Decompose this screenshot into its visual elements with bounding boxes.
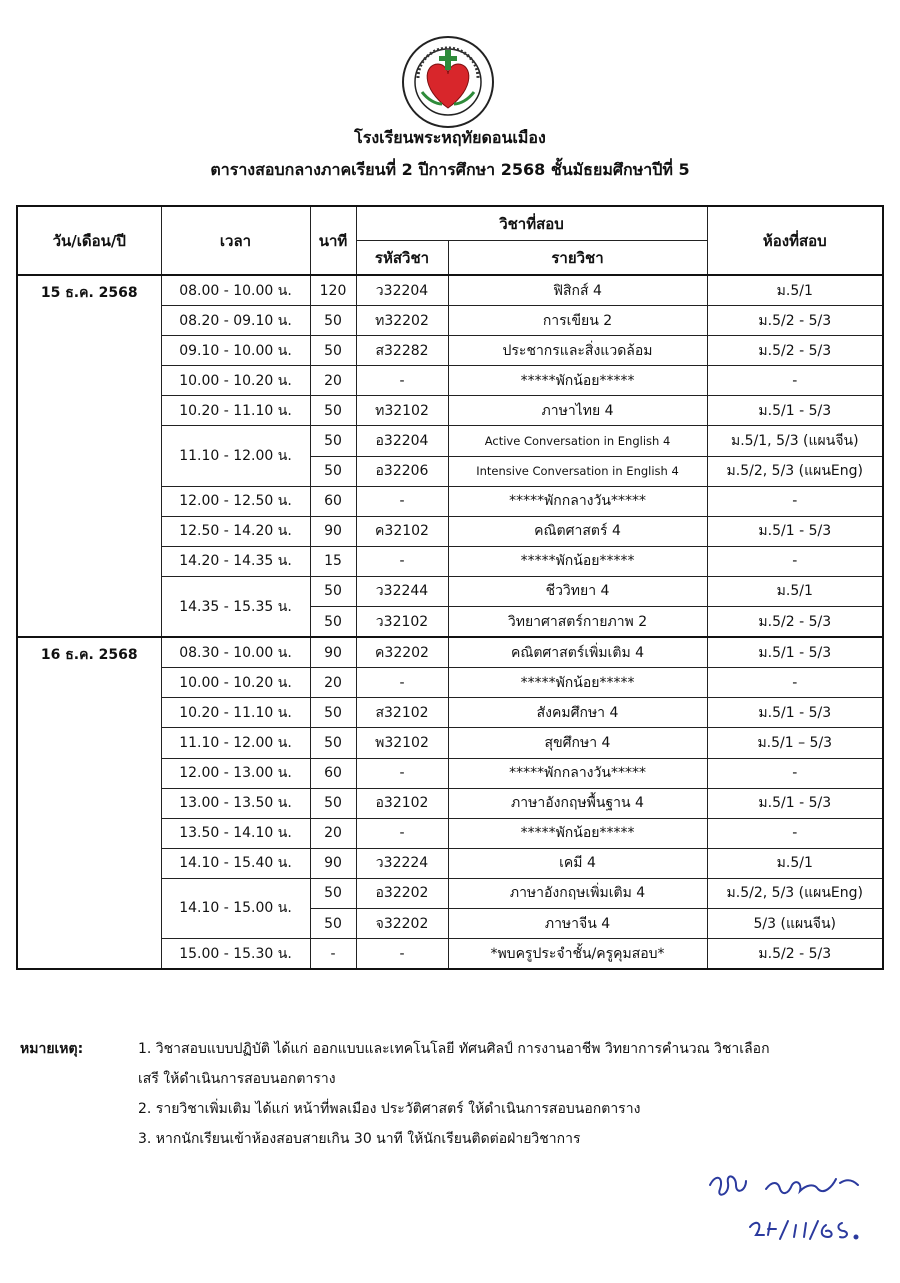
subject-code: - (356, 486, 448, 516)
exam-time: 14.35 - 15.35 น. (161, 576, 310, 637)
exam-minutes: 50 (310, 788, 356, 818)
subject-name: *พบครูประจำชั้น/ครูคุมสอบ* (448, 939, 707, 970)
exam-time: 14.20 - 14.35 น. (161, 546, 310, 576)
exam-minutes: 15 (310, 546, 356, 576)
exam-minutes: 90 (310, 516, 356, 546)
exam-room: ม.5/1 - 5/3 (707, 698, 883, 728)
header-subject-name: รายวิชา (448, 241, 707, 276)
subject-code: ว32204 (356, 275, 448, 306)
exam-room: ม.5/2 - 5/3 (707, 607, 883, 638)
subject-code: ท32202 (356, 306, 448, 336)
note-item-1: 1. วิชาสอบแบบปฏิบัติ ได้แก่ ออกแบบและเทคโนโลยี ทัศนศิลป์ การงานอาชีพ วิทยาการคำนวณ วิชาเลือก (138, 1041, 770, 1057)
subject-name: *****พักกลางวัน***** (448, 486, 707, 516)
exam-room: ม.5/1 – 5/3 (707, 728, 883, 758)
exam-minutes: 50 (310, 908, 356, 938)
exam-minutes: 20 (310, 818, 356, 848)
subject-name: Active Conversation in English 4 (448, 426, 707, 456)
header-room: ห้องที่สอบ (707, 206, 883, 275)
exam-room: ม.5/2 - 5/3 (707, 939, 883, 970)
exam-time: 14.10 - 15.00 น. (161, 878, 310, 938)
exam-minutes: 50 (310, 576, 356, 606)
exam-room: ม.5/1 - 5/3 (707, 516, 883, 546)
exam-room: ม.5/1 (707, 576, 883, 606)
subject-name: *****พักกลางวัน***** (448, 758, 707, 788)
exam-time: 12.00 - 13.00 น. (161, 758, 310, 788)
subject-code: อ32102 (356, 788, 448, 818)
handwritten-signature (706, 1165, 886, 1265)
exam-minutes: 50 (310, 728, 356, 758)
exam-schedule-table (16, 205, 884, 970)
subject-code: - (356, 818, 448, 848)
exam-room: ม.5/1 - 5/3 (707, 637, 883, 668)
exam-time: 11.10 - 12.00 น. (161, 728, 310, 758)
note-item-2: 2. รายวิชาเพิ่มเติม ได้แก่ หน้าที่พลเมือง ประวัติศาสตร์ ให้ดำเนินการสอบนอกตาราง (138, 1101, 641, 1117)
exam-room: ม.5/2, 5/3 (แผนEng) (707, 878, 883, 908)
exam-time: 14.10 - 15.40 น. (161, 848, 310, 878)
exam-time: 12.50 - 14.20 น. (161, 516, 310, 546)
exam-time: 10.00 - 10.20 น. (161, 366, 310, 396)
subject-code: ส32102 (356, 698, 448, 728)
header-subject-group: วิชาที่สอบ (356, 206, 707, 241)
exam-room: ม.5/1 (707, 275, 883, 306)
header-code: รหัสวิชา (356, 241, 448, 276)
school-logo (400, 34, 496, 130)
exam-minutes: 20 (310, 366, 356, 396)
subject-name: การเขียน 2 (448, 306, 707, 336)
notes-label: หมายเหตุ: (20, 1041, 84, 1057)
exam-minutes: 90 (310, 637, 356, 668)
exam-room: ม.5/1 - 5/3 (707, 396, 883, 426)
exam-room: ม.5/2, 5/3 (แผนEng) (707, 456, 883, 486)
exam-room: - (707, 818, 883, 848)
subject-name: *****พักน้อย***** (448, 818, 707, 848)
subject-name: ชีววิทยา 4 (448, 576, 707, 606)
subject-code: - (356, 366, 448, 396)
exam-time: 10.20 - 11.10 น. (161, 698, 310, 728)
exam-minutes: 50 (310, 306, 356, 336)
subject-name: ภาษาอังกฤษเพิ่มเติม 4 (448, 878, 707, 908)
subject-name: Intensive Conversation in English 4 (448, 456, 707, 486)
subject-name: *****พักน้อย***** (448, 668, 707, 698)
subject-code: อ32206 (356, 456, 448, 486)
note-item-3: 3. หากนักเรียนเข้าห้องสอบสายเกิน 30 นาที ให้นักเรียนติดต่อฝ่ายวิชาการ (138, 1131, 581, 1147)
subject-code: พ32102 (356, 728, 448, 758)
subject-code: - (356, 758, 448, 788)
exam-room: ม.5/1, 5/3 (แผนจีน) (707, 426, 883, 456)
exam-time: 12.00 - 12.50 น. (161, 486, 310, 516)
subject-name: เคมี 4 (448, 848, 707, 878)
exam-minutes: 50 (310, 336, 356, 366)
note-item-1-continued: เสรี ให้ดำเนินการสอบนอกตาราง (138, 1071, 336, 1087)
subject-code: - (356, 939, 448, 970)
exam-time: 13.00 - 13.50 น. (161, 788, 310, 818)
header-time: เวลา (161, 206, 310, 275)
exam-minutes: 50 (310, 396, 356, 426)
subject-name: ฟิสิกส์ 4 (448, 275, 707, 306)
subject-name: ภาษาจีน 4 (448, 908, 707, 938)
subject-name: ภาษาไทย 4 (448, 396, 707, 426)
subject-name: *****พักน้อย***** (448, 366, 707, 396)
subject-name: ประชากรและสิ่งแวดล้อม (448, 336, 707, 366)
exam-time: 10.20 - 11.10 น. (161, 396, 310, 426)
subject-code: ส32282 (356, 336, 448, 366)
subject-code: ว32244 (356, 576, 448, 606)
exam-minutes: - (310, 939, 356, 970)
exam-minutes: 120 (310, 275, 356, 306)
exam-time: 09.10 - 10.00 น. (161, 336, 310, 366)
exam-minutes: 50 (310, 698, 356, 728)
subject-code: จ32202 (356, 908, 448, 938)
exam-time: 11.10 - 12.00 น. (161, 426, 310, 486)
subject-name: คณิตศาสตร์ 4 (448, 516, 707, 546)
exam-room: - (707, 668, 883, 698)
exam-minutes: 60 (310, 486, 356, 516)
subject-name: สุขศึกษา 4 (448, 728, 707, 758)
exam-time: 08.00 - 10.00 น. (161, 275, 310, 306)
exam-room: ม.5/1 - 5/3 (707, 788, 883, 818)
exam-schedule-title: ตารางสอบกลางภาคเรียนที่ 2 ปีการศึกษา 2568 ชั้นมัธยมศึกษาปีที่ 5 (210, 160, 690, 179)
day-date: 15 ธ.ค. 2568 (17, 275, 161, 637)
school-title: โรงเรียนพระหฤทัยดอนเมือง (354, 128, 546, 147)
exam-room: 5/3 (แผนจีน) (707, 908, 883, 938)
exam-room: - (707, 546, 883, 576)
subject-name: ภาษาอังกฤษพื้นฐาน 4 (448, 788, 707, 818)
subject-code: - (356, 668, 448, 698)
exam-room: - (707, 758, 883, 788)
header-minutes: นาที (310, 206, 356, 275)
exam-minutes: 50 (310, 878, 356, 908)
subject-code: ท32102 (356, 396, 448, 426)
exam-room: - (707, 366, 883, 396)
exam-minutes: 50 (310, 426, 356, 456)
subject-name: วิทยาศาสตร์กายภาพ 2 (448, 607, 707, 638)
exam-time: 15.00 - 15.30 น. (161, 939, 310, 970)
subject-code: ว32102 (356, 607, 448, 638)
day-date: 16 ธ.ค. 2568 (17, 637, 161, 969)
subject-code: ค32102 (356, 516, 448, 546)
exam-minutes: 90 (310, 848, 356, 878)
exam-room: ม.5/2 - 5/3 (707, 336, 883, 366)
exam-minutes: 50 (310, 456, 356, 486)
exam-room: ม.5/1 (707, 848, 883, 878)
exam-time: 10.00 - 10.20 น. (161, 668, 310, 698)
subject-code: อ32202 (356, 878, 448, 908)
exam-room: ม.5/2 - 5/3 (707, 306, 883, 336)
table-row (17, 275, 883, 306)
exam-minutes: 20 (310, 668, 356, 698)
subject-name: สังคมศึกษา 4 (448, 698, 707, 728)
header-date: วัน/เดือน/ปี (17, 206, 161, 275)
subject-name: *****พักน้อย***** (448, 546, 707, 576)
exam-time: 08.30 - 10.00 น. (161, 637, 310, 668)
exam-minutes: 60 (310, 758, 356, 788)
exam-time: 08.20 - 09.10 น. (161, 306, 310, 336)
exam-time: 13.50 - 14.10 น. (161, 818, 310, 848)
subject-code: อ32204 (356, 426, 448, 456)
subject-code: ค32202 (356, 637, 448, 668)
subject-code: - (356, 546, 448, 576)
subject-name: คณิตศาสตร์เพิ่มเติม 4 (448, 637, 707, 668)
exam-minutes: 50 (310, 607, 356, 638)
exam-room: - (707, 486, 883, 516)
subject-code: ว32224 (356, 848, 448, 878)
table-row (17, 637, 883, 668)
